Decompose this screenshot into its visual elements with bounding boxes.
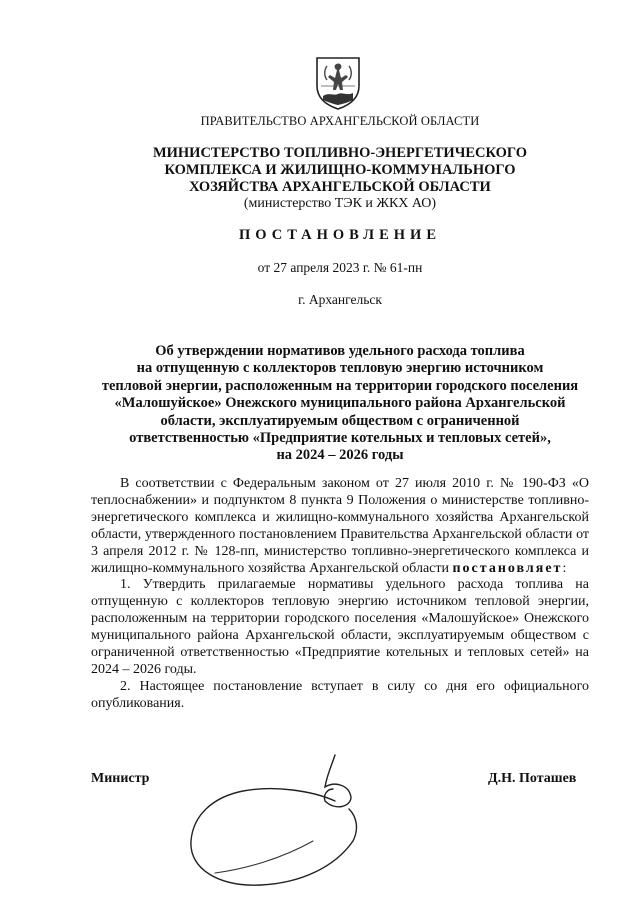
signatory-name: Д.Н. Поташев bbox=[488, 771, 577, 786]
resolves-colon: : bbox=[562, 560, 567, 576]
handwritten-signature bbox=[185, 745, 365, 895]
title-line: «Малошуйское» Онежского муниципального района Архангельской bbox=[114, 395, 566, 412]
title-line: области, эксплуатируемым обществом с ограниченной bbox=[160, 412, 520, 429]
item-paragraph-2: 2. Настоящее постановление вступает в силу со дня его официального опубликования. bbox=[91, 678, 589, 711]
title-line: на отпущенную с коллекторов тепловую энергию источником bbox=[136, 360, 544, 377]
title-line: на 2024 – 2026 годы bbox=[276, 447, 404, 464]
item-paragraph-1: 1. Утвердить прилагаемые нормативы удельного расхода топлива на отпущенную с коллекторов тепловую энергию источником тепловой энергии, расположенным на территории городского поселения «Малошуйское» Онежского муниципального района Архангельской области, эксплуатируемым обществом с ограниченной ответственностью «Предприятие котельных и тепловых сетей» на 2024 – 2026 годы. bbox=[91, 577, 589, 677]
title-line: Об утверждении нормативов удельного расхода топлива bbox=[155, 343, 525, 359]
resolves-word: постановляет bbox=[452, 560, 563, 576]
document-type-heading: ПОСТАНОВЛЕНИЕ bbox=[238, 227, 441, 243]
preamble-text: В соответствии с Федеральным законом от 27 июля 2010 г. № 190-ФЗ «О теплоснабжении» и подпунктом 8 пункта 9 Положения о министерстве топливно-энергетического комплекса и жилищно-коммунального хозяйства Архангельской области, утвержденного постановлением Правительства Архангельской области от 3 апреля 2012 г. № 128-пп, министерство топливно-энергетического комплекса и жилищно-коммунального хозяйства Архангельской области bbox=[91, 476, 589, 576]
coat-of-arms-emblem bbox=[315, 56, 361, 110]
title-line: тепловой энергии, расположенным на территории городского поселения bbox=[101, 377, 579, 394]
document-title bbox=[60, 343, 620, 465]
document-city: г. Архангельск bbox=[298, 292, 382, 307]
ministry-name-line: ХОЗЯЙСТВА АРХАНГЕЛЬСКОЙ ОБЛАСТИ bbox=[189, 179, 491, 195]
preamble-paragraph bbox=[91, 476, 589, 577]
government-name: ПРАВИТЕЛЬСТВО АРХАНГЕЛЬСКОЙ ОБЛАСТИ bbox=[200, 114, 480, 128]
document-body bbox=[91, 476, 589, 713]
title-line: ответственностью «Предприятие котельных и тепловых сетей», bbox=[129, 430, 551, 447]
ministry-name-line: МИНИСТЕРСТВО ТОПЛИВНО-ЭНЕРГЕТИЧЕСКОГО bbox=[152, 145, 528, 161]
document-date-number: от 27 апреля 2023 г. № 61-пн bbox=[257, 260, 423, 275]
ministry-name-line: КОМПЛЕКСА И ЖИЛИЩНО-КОММУНАЛЬНОГО bbox=[164, 162, 516, 178]
ministry-short-name: (министерство ТЭК и ЖКХ АО) bbox=[243, 196, 437, 211]
ministry-name bbox=[60, 145, 620, 196]
signatory-position: Министр bbox=[91, 771, 150, 786]
